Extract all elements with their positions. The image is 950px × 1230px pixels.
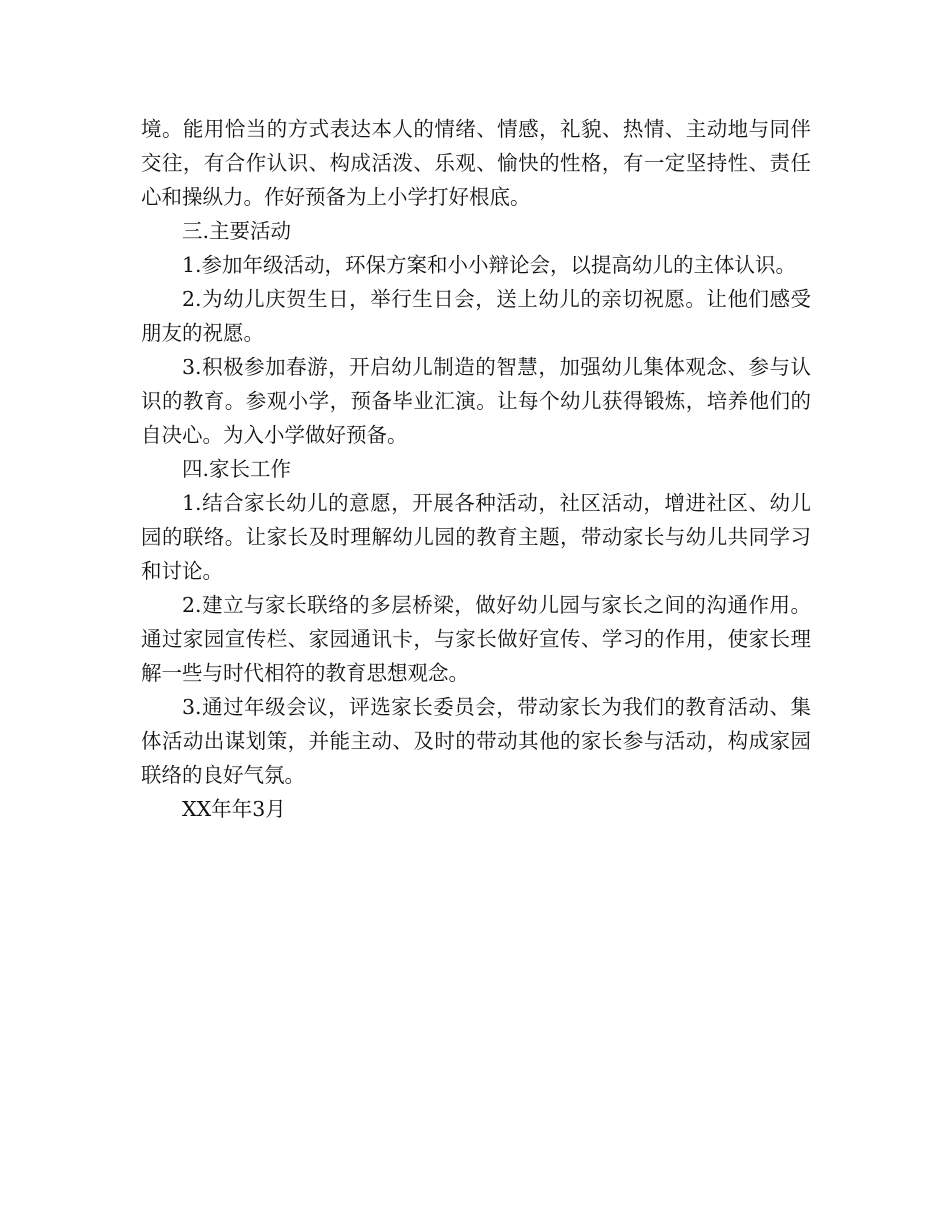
- activity-item-3: 3.积极参加春游，开启幼儿制造的智慧，加强幼儿集体观念、参与认识的教育。参观小学，预备毕业汇演。让每个幼儿获得锻炼，培养他们的自决心。为入小学做好预备。: [141, 355, 811, 447]
- parent-work-item-3: 3.通过年级会议，评选家长委员会，带动家长为我们的教育活动、集体活动出谋划策，并能主动、及时的带动其他的家长参与活动，构成家园联络的良好气氛。: [141, 695, 811, 787]
- paragraph-intro-continued: 境。能用恰当的方式表达本人的情绪、情感，礼貌、热情、主动地与同伴交往，有合作认识、构成活泼、乐观、愉快的性格，有一定坚持性、责任心和操纵力。作好预备为上小学打好根底。: [141, 117, 811, 209]
- activity-item-1: 1.参加年级活动，环保方案和小小辩论会，以提高幼儿的主体认识。: [182, 253, 797, 277]
- activity-item-2: 2.为幼儿庆贺生日，举行生日会，送上幼儿的亲切祝愿。让他们感受朋友的祝愿。: [141, 287, 811, 345]
- parent-work-item-2: 2.建立与家长联络的多层桥梁，做好幼儿园与家长之间的沟通作用。通过家园宣传栏、家园通讯卡，与家长做好宣传、学习的作用，使家长理解一些与时代相符的教育思想观念。: [141, 593, 811, 685]
- parent-work-item-1: 1.结合家长幼儿的意愿，开展各种活动，社区活动，增进社区、幼儿园的联络。让家长及时理解幼儿园的教育主题，带动家长与幼儿共同学习和讨论。: [141, 491, 811, 583]
- heading-main-activities: 三.主要活动: [182, 219, 292, 243]
- document-body: [141, 112, 811, 826]
- document-date: XX年年3月: [182, 797, 286, 821]
- heading-parent-work: 四.家长工作: [182, 457, 292, 481]
